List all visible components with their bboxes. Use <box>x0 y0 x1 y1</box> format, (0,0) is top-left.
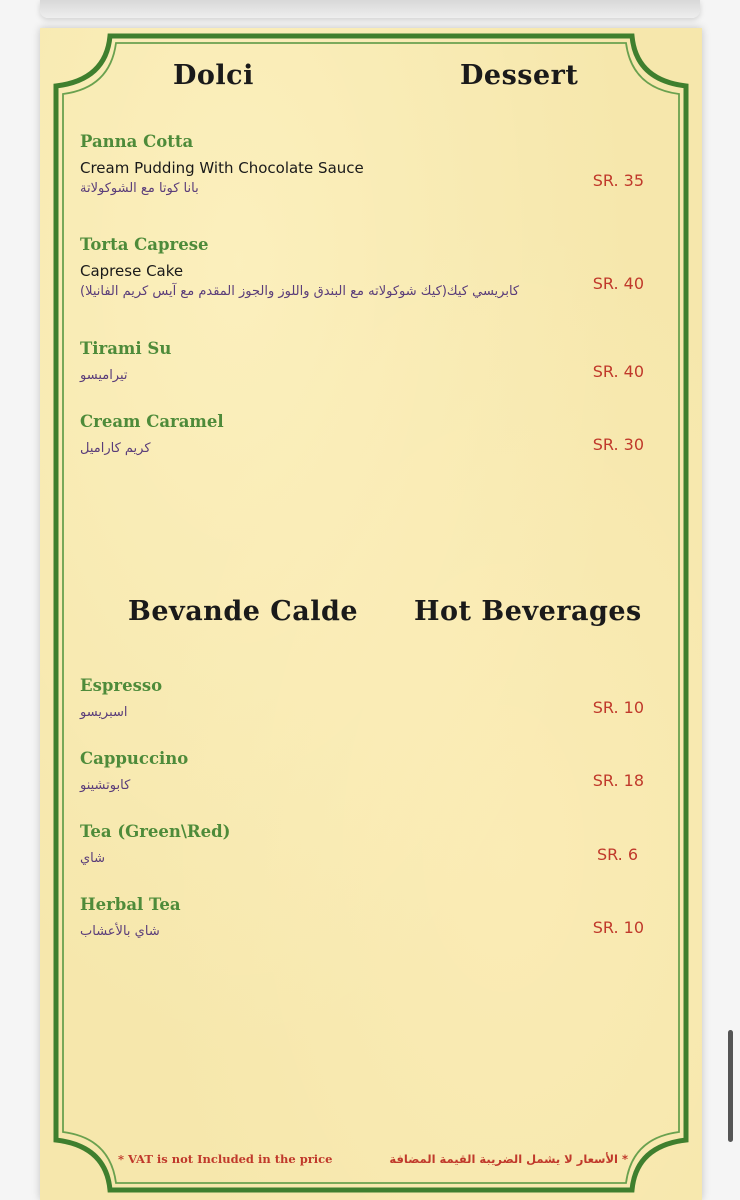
menu-item <box>80 749 660 793</box>
item-price: SR. 35 <box>592 171 644 190</box>
item-description-arabic: تيراميسو <box>80 368 128 383</box>
item-price: SR. 10 <box>592 918 644 937</box>
item-price: SR. 40 <box>592 274 644 293</box>
item-name: Herbal Tea <box>80 895 181 914</box>
item-description: Caprese Cake <box>80 262 184 280</box>
menu-item <box>80 676 660 720</box>
vat-note-arabic: * الأسعار لا يشمل الضريبة القيمة المضافة <box>389 1152 628 1166</box>
item-description-arabic: شاي بالأعشاب <box>80 924 160 939</box>
item-name: Tea (Green\Red) <box>80 822 231 841</box>
item-name: Panna Cotta <box>80 132 194 151</box>
item-price: SR. 18 <box>592 771 644 790</box>
section-title-dessert: Dessert <box>460 60 579 91</box>
item-description-arabic: بانا كوتا مع الشوكولاتة <box>80 181 199 196</box>
previous-page-edge <box>40 0 700 18</box>
item-name: Espresso <box>80 676 163 695</box>
menu-item <box>80 822 660 866</box>
item-name: Tirami Su <box>80 339 172 358</box>
menu-item <box>80 132 660 196</box>
menu-item <box>80 235 660 299</box>
menu-item <box>80 895 660 939</box>
item-description: Cream Pudding With Chocolate Sauce <box>80 159 364 177</box>
item-name: Torta Caprese <box>80 235 209 254</box>
item-price: SR. 10 <box>592 698 644 717</box>
section-title-hot-beverages: Hot Beverages <box>414 596 642 627</box>
vat-note-english: * VAT is not Included in the price <box>118 1152 333 1166</box>
menu-item <box>80 412 660 456</box>
item-name: Cappuccino <box>80 749 189 768</box>
item-description-arabic: كابوتشينو <box>80 778 131 793</box>
item-price: SR. 30 <box>592 435 644 454</box>
item-description-arabic: شاي <box>80 851 106 866</box>
section-title-dolci: Dolci <box>173 60 254 91</box>
item-price: SR. 6 <box>596 845 638 864</box>
item-description-arabic: كريم كاراميل <box>80 441 151 456</box>
item-price: SR. 40 <box>592 362 644 381</box>
menu-page <box>40 28 702 1200</box>
menu-item <box>80 339 660 383</box>
item-description-arabic: اسبريسو <box>80 705 128 720</box>
section-title-bevande-calde: Bevande Calde <box>128 596 359 627</box>
item-description-arabic: كابريسي كيك(كيك شوكولاته مع البندق واللوز والجوز المقدم مع آيس كريم الفانيلا) <box>80 284 520 299</box>
scrollbar-thumb[interactable] <box>728 1030 733 1142</box>
item-name: Cream Caramel <box>80 412 224 431</box>
